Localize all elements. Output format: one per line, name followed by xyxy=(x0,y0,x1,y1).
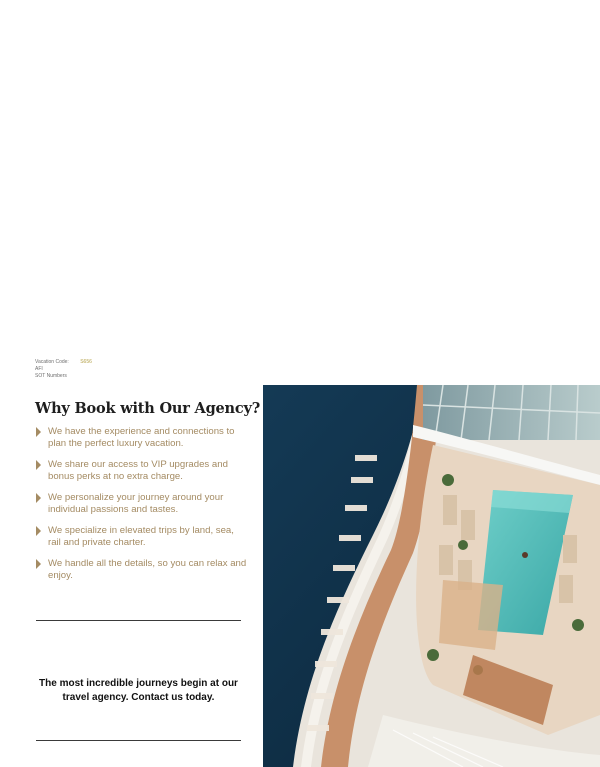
page-title: Why Book with Our Agency? xyxy=(35,400,261,417)
reason-text: We personalize your journey around your individual passions and tastes. xyxy=(48,492,224,515)
reason-text: We have the experience and connections to plan the perfect luxury vacation. xyxy=(48,426,235,449)
reasons-list xyxy=(36,426,248,591)
triangle-bullet-icon xyxy=(36,427,41,437)
triangle-bullet-icon xyxy=(36,493,41,503)
divider-bottom xyxy=(36,740,241,741)
triangle-bullet-icon xyxy=(36,460,41,470)
triangle-bullet-icon xyxy=(36,559,41,569)
cruise-ship-aerial-photo xyxy=(263,385,600,767)
call-to-action: The most incredible journeys begin at our travel agency. Contact us today. xyxy=(39,678,238,703)
list-item xyxy=(36,525,248,548)
vacation-code-label: Vacation Code: xyxy=(35,359,69,365)
reason-text: We specialize in elevated trips by land, sea, rail and private charter. xyxy=(48,525,234,548)
divider-top xyxy=(36,620,241,621)
list-item xyxy=(36,558,248,581)
vacation-meta xyxy=(35,359,92,380)
reason-text: We handle all the details, so you can relax and enjoy. xyxy=(48,558,247,581)
sot-label: SOT Numbers xyxy=(35,373,67,379)
triangle-bullet-icon xyxy=(36,526,41,536)
reason-text: We share our access to VIP upgrades and bonus perks at no extra charge. xyxy=(48,459,228,482)
vacation-code-line xyxy=(35,359,92,366)
list-item xyxy=(36,492,248,515)
list-item xyxy=(36,459,248,482)
vacation-code-value: S656 xyxy=(80,359,92,365)
afi-label: AFI xyxy=(35,366,43,372)
swimmer xyxy=(522,552,528,558)
list-item xyxy=(36,426,248,449)
